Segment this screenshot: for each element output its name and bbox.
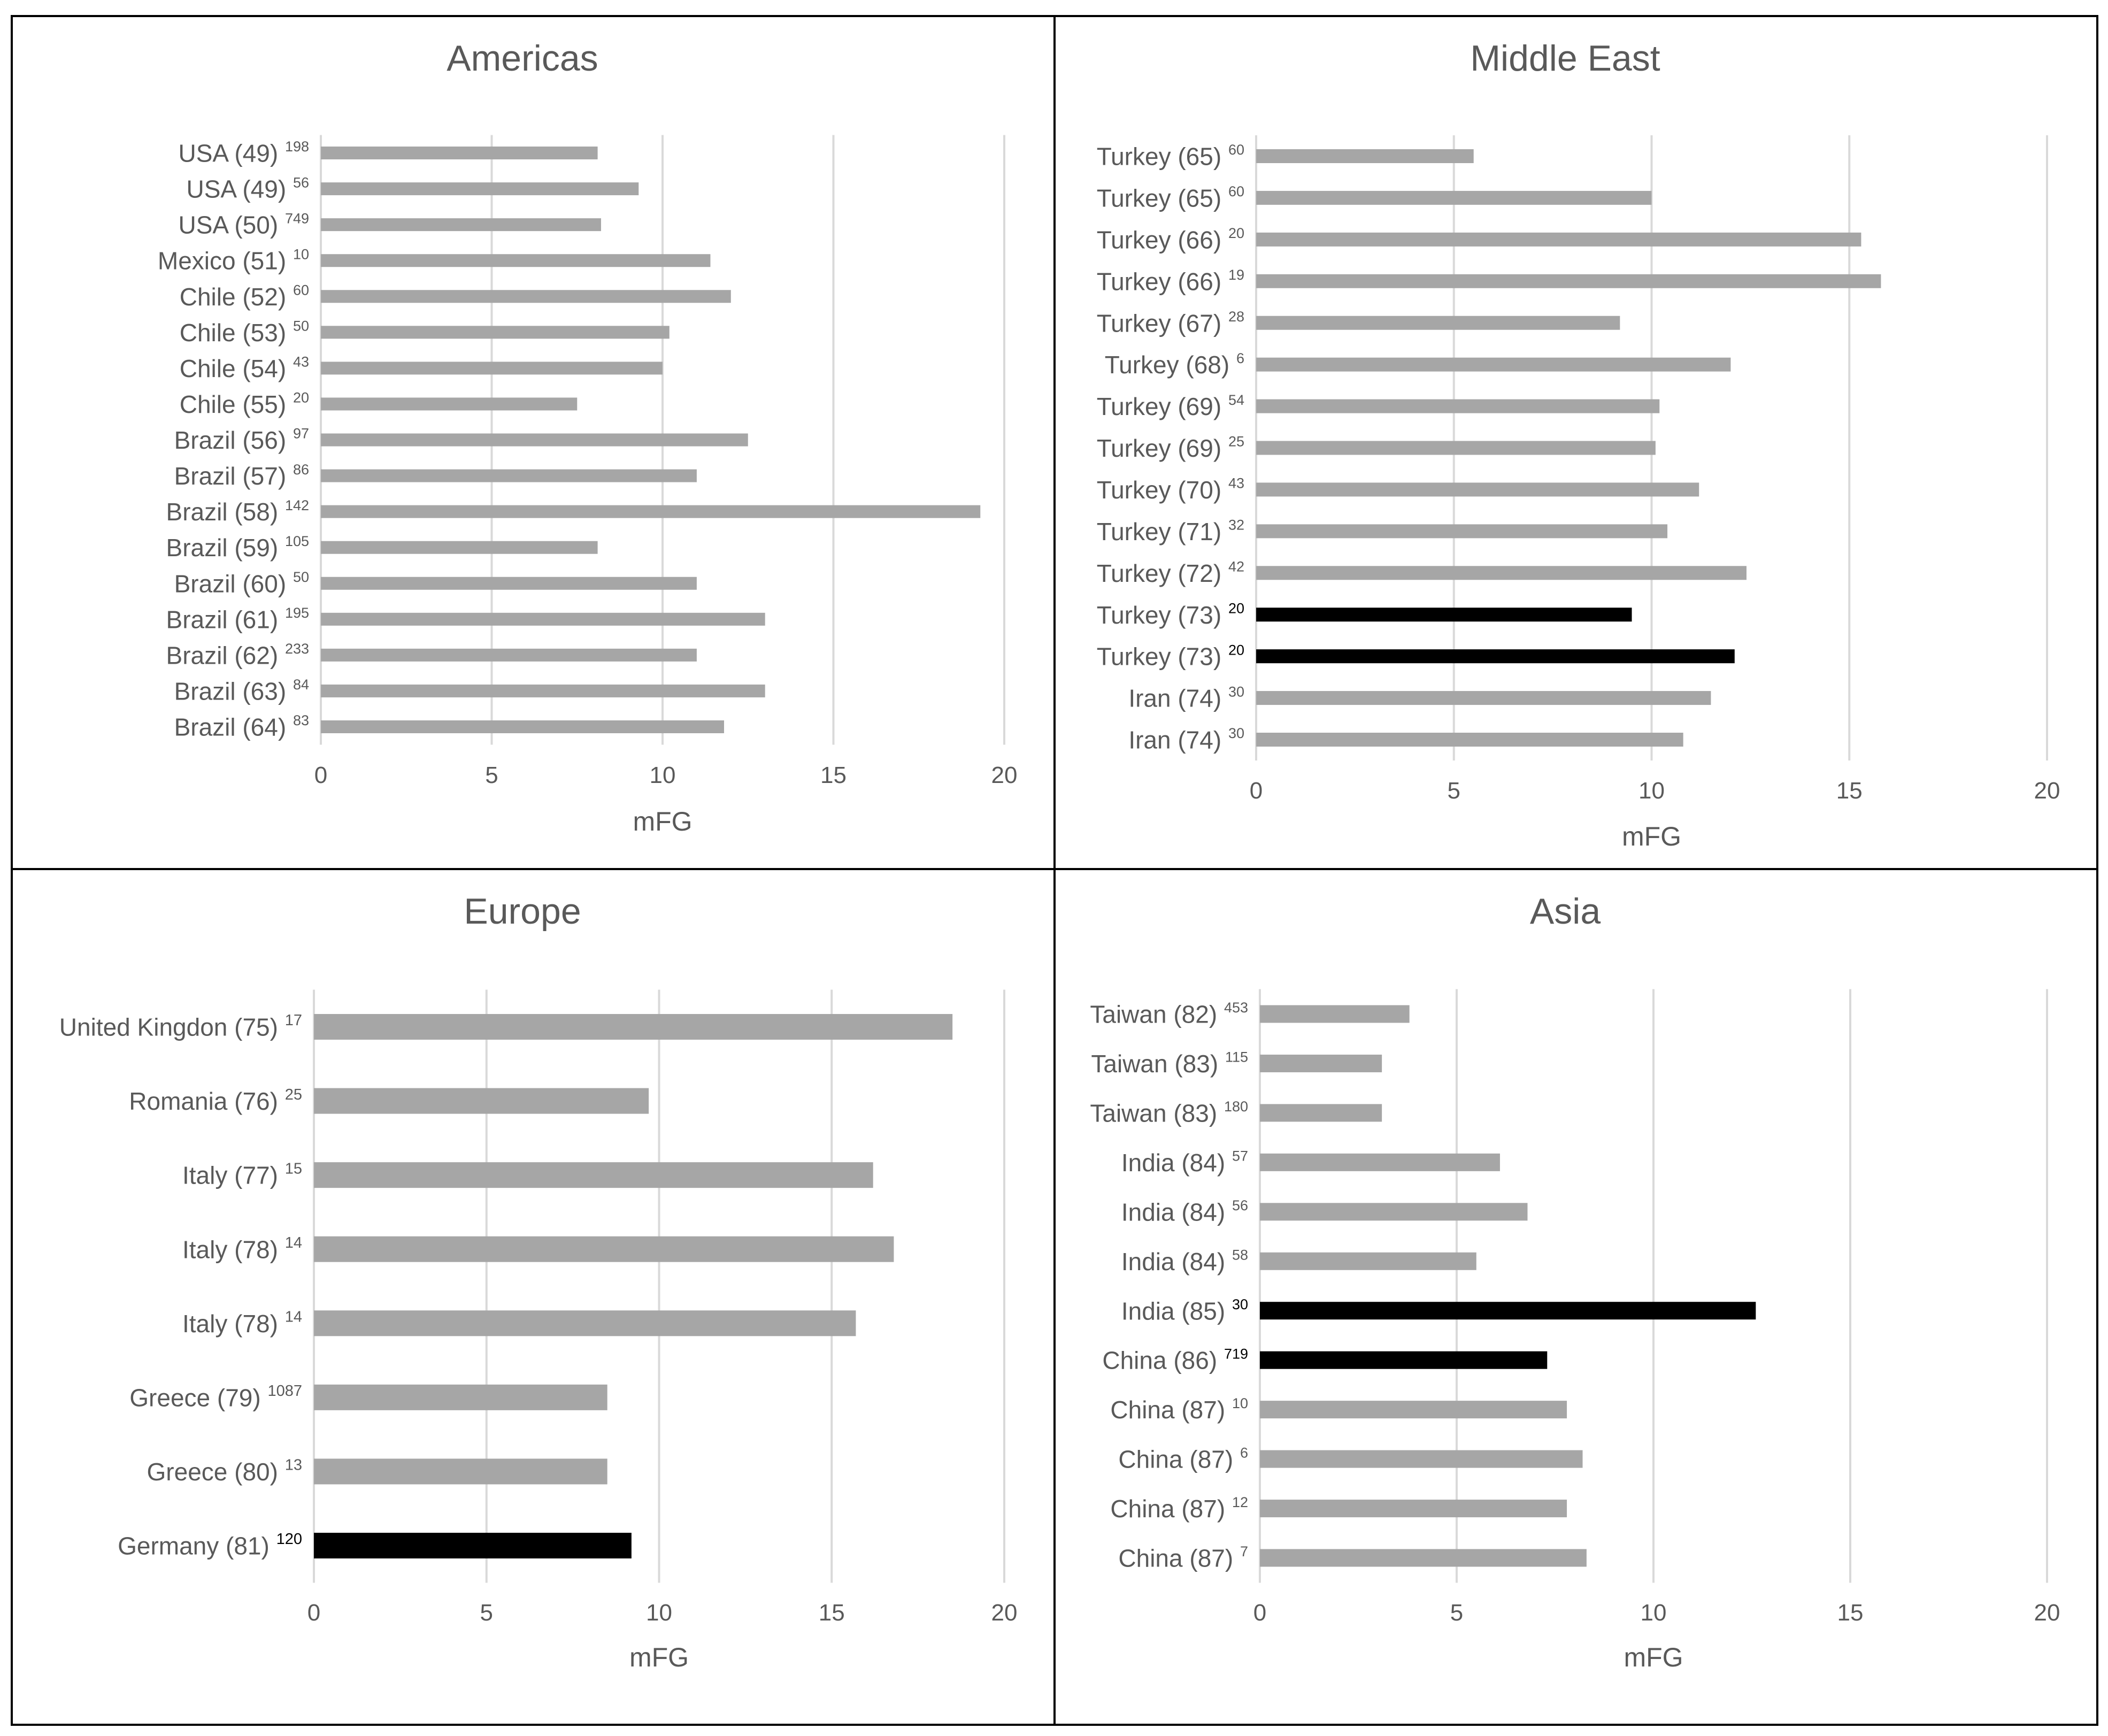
bar-brazil-61-195 xyxy=(321,613,765,626)
category-label: Turkey (65) $^{60}$ xyxy=(1096,183,1244,212)
bar-turkey-70-43 xyxy=(1256,482,1699,496)
chart-panel-europe xyxy=(12,869,1055,1725)
x-tick-label: 20 xyxy=(991,762,1018,788)
bar-china-87-12 xyxy=(1260,1500,1567,1517)
chart-panel-americas xyxy=(12,16,1055,869)
bar-greece-80-13 xyxy=(314,1458,607,1484)
category-label: Italy (77) $^{15}$ xyxy=(182,1160,302,1189)
bar-turkey-71-32 xyxy=(1256,524,1667,538)
category-label: Romania (76) $^{25}$ xyxy=(129,1086,302,1116)
category-label: Turkey (65) $^{60}$ xyxy=(1096,142,1244,171)
bar-chile-53-50 xyxy=(321,326,670,339)
x-tick-label: 0 xyxy=(1253,1600,1267,1626)
category-label: China (87) $^{12}$ xyxy=(1110,1494,1248,1523)
category-label: Mexico (51) $^{10}$ xyxy=(157,246,309,275)
bar-taiwan-83-180 xyxy=(1260,1104,1382,1122)
category-label: Turkey (72) $^{42}$ xyxy=(1096,558,1244,587)
bar-brazil-58-142 xyxy=(321,505,980,518)
category-label: Turkey (73) $^{20}$ xyxy=(1096,600,1244,629)
bar-india-84-58 xyxy=(1260,1253,1476,1270)
chart-panel-middle-east xyxy=(1055,16,2097,869)
bar-turkey-68-6 xyxy=(1256,358,1730,372)
bar-united-kingdon-75-17 xyxy=(314,1014,952,1040)
category-label: Turkey (69) $^{54}$ xyxy=(1096,391,1244,421)
bar-brazil-64-83 xyxy=(321,720,724,733)
x-axis-label: mFG xyxy=(1624,1642,1683,1672)
x-tick-label: 5 xyxy=(485,762,498,788)
bar-romania-76-25 xyxy=(314,1088,649,1114)
category-label: China (87) $^{10}$ xyxy=(1110,1395,1248,1424)
panel-border xyxy=(12,869,1055,1725)
bar-brazil-60-50 xyxy=(321,577,697,590)
bar-mexico-51-10 xyxy=(321,254,710,267)
category-label: Chile (52) $^{60}$ xyxy=(179,282,309,311)
category-label: Turkey (68) $^6$ xyxy=(1104,350,1244,379)
bar-chile-55-20 xyxy=(321,397,577,410)
x-tick-label: 15 xyxy=(818,1600,845,1626)
bar-brazil-59-105 xyxy=(321,541,598,554)
category-label: Iran (74) $^{30}$ xyxy=(1128,725,1244,754)
bar-turkey-69-54 xyxy=(1256,400,1659,413)
x-tick-label: 5 xyxy=(1447,778,1460,804)
category-label: Turkey (70) $^{43}$ xyxy=(1096,475,1244,504)
chart-title: Asia xyxy=(1529,891,1601,932)
bar-brazil-56-97 xyxy=(321,434,748,447)
category-label: India (84) $^{58}$ xyxy=(1121,1247,1248,1276)
category-label: USA (49) $^{56}$ xyxy=(186,174,309,203)
bar-taiwan-83-115 xyxy=(1260,1055,1382,1072)
category-label: Brazil (64) $^{83}$ xyxy=(174,712,309,741)
x-axis-label: mFG xyxy=(1621,821,1682,851)
chart-title: Americas xyxy=(447,38,598,79)
bar-turkey-73-20 xyxy=(1256,608,1632,621)
x-tick-label: 0 xyxy=(307,1600,321,1626)
category-label: Turkey (66) $^{20}$ xyxy=(1096,225,1244,254)
bar-brazil-62-233 xyxy=(321,649,697,662)
category-label: Turkey (71) $^{32}$ xyxy=(1096,517,1244,546)
x-tick-label: 15 xyxy=(1837,1600,1864,1626)
bar-chile-54-43 xyxy=(321,362,663,374)
x-tick-label: 20 xyxy=(2034,778,2060,804)
category-label: Brazil (56) $^{97}$ xyxy=(174,425,309,455)
category-label: Iran (74) $^{30}$ xyxy=(1128,683,1244,712)
category-label: Taiwan (82) $^{453}$ xyxy=(1090,1000,1248,1028)
x-tick-label: 20 xyxy=(991,1600,1018,1626)
category-label: Turkey (69) $^{25}$ xyxy=(1096,433,1244,463)
category-label: Chile (53) $^{50}$ xyxy=(179,318,309,347)
bar-china-87-7 xyxy=(1260,1549,1587,1567)
bar-turkey-67-28 xyxy=(1256,316,1620,330)
bar-turkey-72-42 xyxy=(1256,566,1747,580)
bar-india-84-57 xyxy=(1260,1154,1500,1171)
category-label: Germany (81) $^{120}$ xyxy=(118,1531,302,1560)
category-label: China (86) $^{719}$ xyxy=(1102,1346,1248,1374)
category-label: Turkey (67) $^{28}$ xyxy=(1096,308,1244,337)
x-axis-label: mFG xyxy=(633,806,693,836)
bar-india-85-30 xyxy=(1260,1302,1756,1319)
category-label: Turkey (66) $^{19}$ xyxy=(1096,267,1244,296)
category-label: Brazil (62) $^{233}$ xyxy=(166,641,309,670)
bar-usa-49-56 xyxy=(321,182,638,195)
category-label: India (84) $^{57}$ xyxy=(1121,1148,1248,1177)
category-label: United Kingdon (75) $^{17}$ xyxy=(59,1012,302,1041)
category-label: Turkey (73) $^{20}$ xyxy=(1096,642,1244,671)
x-tick-label: 20 xyxy=(2034,1600,2060,1626)
category-label: Brazil (59) $^{105}$ xyxy=(166,533,309,562)
category-label: Brazil (61) $^{195}$ xyxy=(166,605,309,634)
x-tick-label: 10 xyxy=(1640,1600,1667,1626)
bar-turkey-73-20 xyxy=(1256,649,1735,663)
bar-brazil-57-86 xyxy=(321,470,697,482)
category-label: Chile (55) $^{20}$ xyxy=(179,389,309,418)
bar-turkey-69-25 xyxy=(1256,441,1656,455)
category-label: Brazil (57) $^{86}$ xyxy=(174,461,309,490)
bar-italy-78-14 xyxy=(314,1310,856,1336)
bar-china-86-719 xyxy=(1260,1351,1547,1369)
x-tick-label: 5 xyxy=(480,1600,493,1626)
category-label: USA (50) $^{749}$ xyxy=(178,210,309,239)
bar-usa-50-749 xyxy=(321,218,601,231)
x-axis-label: mFG xyxy=(629,1642,689,1672)
bar-taiwan-82-453 xyxy=(1260,1005,1410,1023)
bar-iran-74-30 xyxy=(1256,733,1683,747)
bar-greece-79-1087 xyxy=(314,1385,607,1410)
category-label: Italy (78) $^{14}$ xyxy=(182,1234,302,1264)
bar-germany-81-120 xyxy=(314,1533,632,1558)
chart-title: Europe xyxy=(464,891,581,932)
x-tick-label: 10 xyxy=(649,762,676,788)
bar-turkey-66-20 xyxy=(1256,233,1861,247)
chart-title: Middle East xyxy=(1470,38,1660,79)
category-label: Taiwan (83) $^{115}$ xyxy=(1091,1049,1248,1078)
bar-turkey-66-19 xyxy=(1256,274,1881,288)
x-tick-label: 0 xyxy=(314,762,328,788)
category-label: Greece (80) $^{13}$ xyxy=(147,1456,302,1486)
chart-panel-asia xyxy=(1055,869,2097,1725)
category-label: India (84) $^{56}$ xyxy=(1121,1197,1248,1226)
bar-italy-77-15 xyxy=(314,1162,873,1188)
category-label: Chile (54) $^{43}$ xyxy=(179,354,309,382)
category-label: India (85) $^{30}$ xyxy=(1121,1296,1248,1325)
x-tick-label: 15 xyxy=(820,762,847,788)
bar-india-84-56 xyxy=(1260,1203,1527,1220)
category-label: Brazil (58) $^{142}$ xyxy=(166,497,309,526)
x-tick-label: 5 xyxy=(1450,1600,1464,1626)
x-tick-label: 0 xyxy=(1249,778,1263,804)
x-tick-label: 10 xyxy=(1638,778,1665,804)
bar-italy-78-14 xyxy=(314,1236,894,1262)
category-label: Brazil (63) $^{84}$ xyxy=(174,677,309,705)
bar-china-87-6 xyxy=(1260,1450,1583,1468)
bar-turkey-65-60 xyxy=(1256,191,1652,205)
category-label: Italy (78) $^{14}$ xyxy=(182,1308,302,1338)
category-label: Taiwan (83) $^{180}$ xyxy=(1090,1099,1248,1127)
category-label: China (87) $^7$ xyxy=(1118,1543,1248,1572)
category-label: USA (49) $^{198}$ xyxy=(178,139,309,167)
category-label: Brazil (60) $^{50}$ xyxy=(174,569,309,598)
category-label: Greece (79) $^{1087}$ xyxy=(129,1382,302,1412)
bar-usa-49-198 xyxy=(321,147,598,159)
x-tick-label: 10 xyxy=(646,1600,672,1626)
category-label: China (87) $^6$ xyxy=(1118,1445,1248,1473)
bar-turkey-65-60 xyxy=(1256,149,1474,163)
x-tick-label: 15 xyxy=(1836,778,1863,804)
bar-chile-52-60 xyxy=(321,290,731,303)
bar-brazil-63-84 xyxy=(321,685,765,697)
bar-china-87-10 xyxy=(1260,1401,1567,1418)
bar-iran-74-30 xyxy=(1256,691,1711,705)
